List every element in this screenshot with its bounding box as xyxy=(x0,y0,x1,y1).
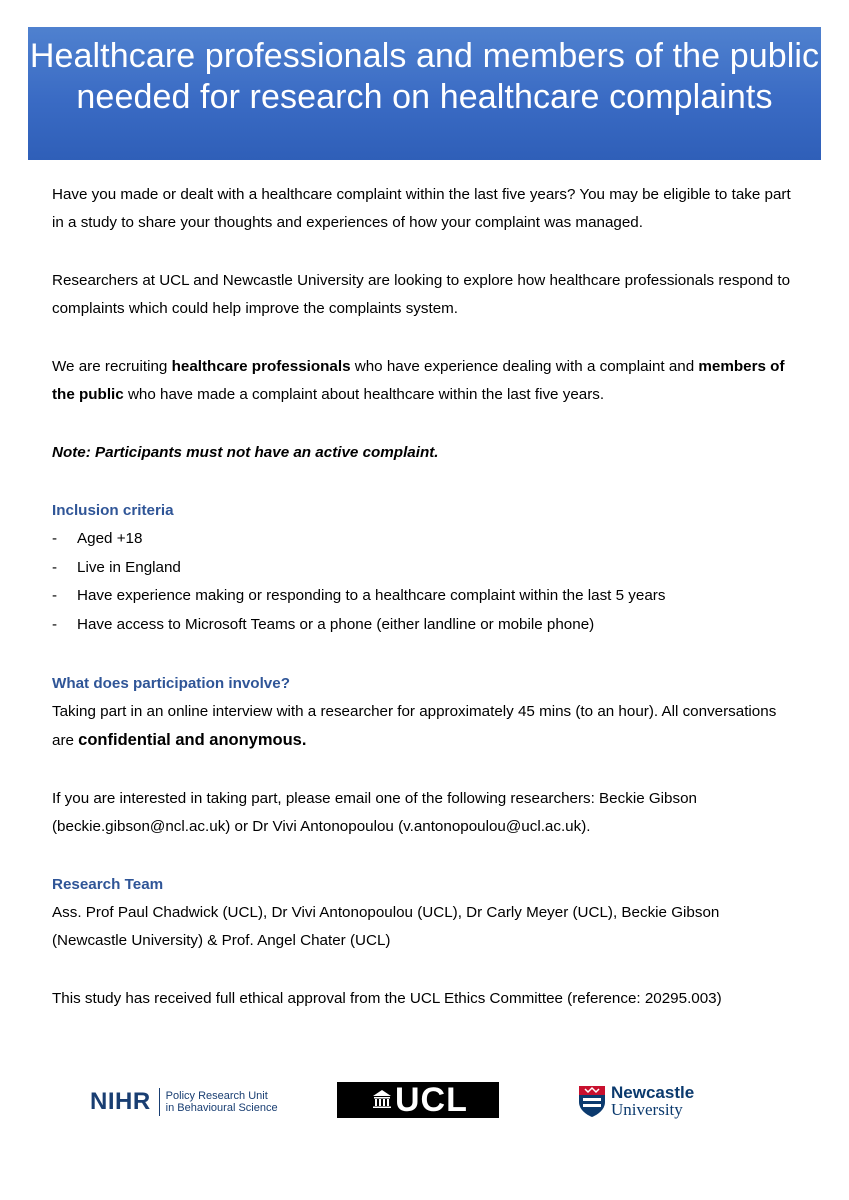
recruiting-paragraph xyxy=(52,353,797,409)
newcastle-wordmark: Newcastle University xyxy=(611,1083,695,1119)
list-item xyxy=(52,582,797,611)
recruiting-healthcare-professionals: healthcare professionals xyxy=(171,358,351,375)
list-dash: - xyxy=(52,530,58,547)
contact-paragraph: If you are interested in taking part, please email one of the following researchers: Beckie Gibson (beckie.gibson@ncl.ac.uk) or Dr Vivi Antonopoulou (v.antonopoulou@ucl.ac.uk). xyxy=(52,789,697,835)
active-complaint-note: Note: Participants must not have an active complaint. xyxy=(52,444,439,461)
recruiting-members-of-public: members of the public xyxy=(52,358,785,403)
recruiting-middle: who have experience dealing with a complaint and xyxy=(350,358,699,375)
participation-heading: What does participation involve? xyxy=(52,674,290,692)
intro-paragraph: Have you made or dealt with a healthcare complaint within the last five years? You may be eligible to take part in a study to share your thoughts and experiences of how your complaint was managed. xyxy=(52,186,791,231)
title-banner xyxy=(28,27,821,160)
nihr-logo xyxy=(90,1085,278,1119)
partner-logos xyxy=(0,1075,849,1125)
participation-text: Taking part in an online interview with a researcher for approximately 45 mins (to an hour). All conversations are xyxy=(52,702,777,749)
page-title: Healthcare professionals and members of the public needed for research on healthcare complaints xyxy=(29,37,820,116)
list-dash: - xyxy=(52,587,58,605)
list-item-text: Live in England xyxy=(77,558,181,576)
list-item-text: Have access to Microsoft Teams or a phone (either landline or mobile phone) xyxy=(77,616,595,634)
research-team-members: Ass. Prof Paul Chadwick (UCL), Dr Vivi Antonopoulou (UCL), Dr Carly Meyer (UCL), Beckie Gibson (Newcastle University) & Prof. Angel Chater (UCL) xyxy=(52,903,720,949)
ethics-statement: This study has received full ethical approval from the UCL Ethics Committee (reference: 20295.003) xyxy=(52,989,722,1007)
nihr-unit-name: Policy Research Unit in Behavioural Science xyxy=(165,1090,278,1114)
participation-paragraph xyxy=(52,698,797,755)
list-item-text: Have experience making or responding to a healthcare complaint within the last 5 years xyxy=(77,587,666,605)
newcastle-crest-icon xyxy=(577,1084,607,1118)
list-item xyxy=(52,525,797,554)
nihr-divider xyxy=(159,1088,160,1116)
list-item xyxy=(52,611,797,640)
list-dash: - xyxy=(52,558,58,576)
recruiting-suffix: who have made a complaint about healthcare within the last five years. xyxy=(123,386,605,403)
ucl-logo xyxy=(337,1082,499,1118)
recruiting-prefix: We are recruiting xyxy=(52,358,172,375)
ucl-portico-icon xyxy=(373,1090,391,1108)
research-team-heading: Research Team xyxy=(52,875,164,893)
confidential-anonymous: confidential and anonymous. xyxy=(78,730,307,749)
list-item xyxy=(52,554,797,583)
inclusion-criteria-heading: Inclusion criteria xyxy=(52,502,174,519)
researchers-paragraph: Researchers at UCL and Newcastle University are looking to explore how healthcare professionals respond to complaints which could help improve the complaints system. xyxy=(52,272,791,317)
inclusion-criteria-list xyxy=(52,525,797,640)
ucl-wordmark: UCL xyxy=(395,1081,468,1119)
newcastle-logo xyxy=(577,1081,694,1121)
list-item-text: Aged +18 xyxy=(77,530,143,547)
nihr-wordmark: NIHR xyxy=(90,1088,151,1115)
flyer-body xyxy=(52,181,797,1013)
list-dash: - xyxy=(52,616,58,634)
